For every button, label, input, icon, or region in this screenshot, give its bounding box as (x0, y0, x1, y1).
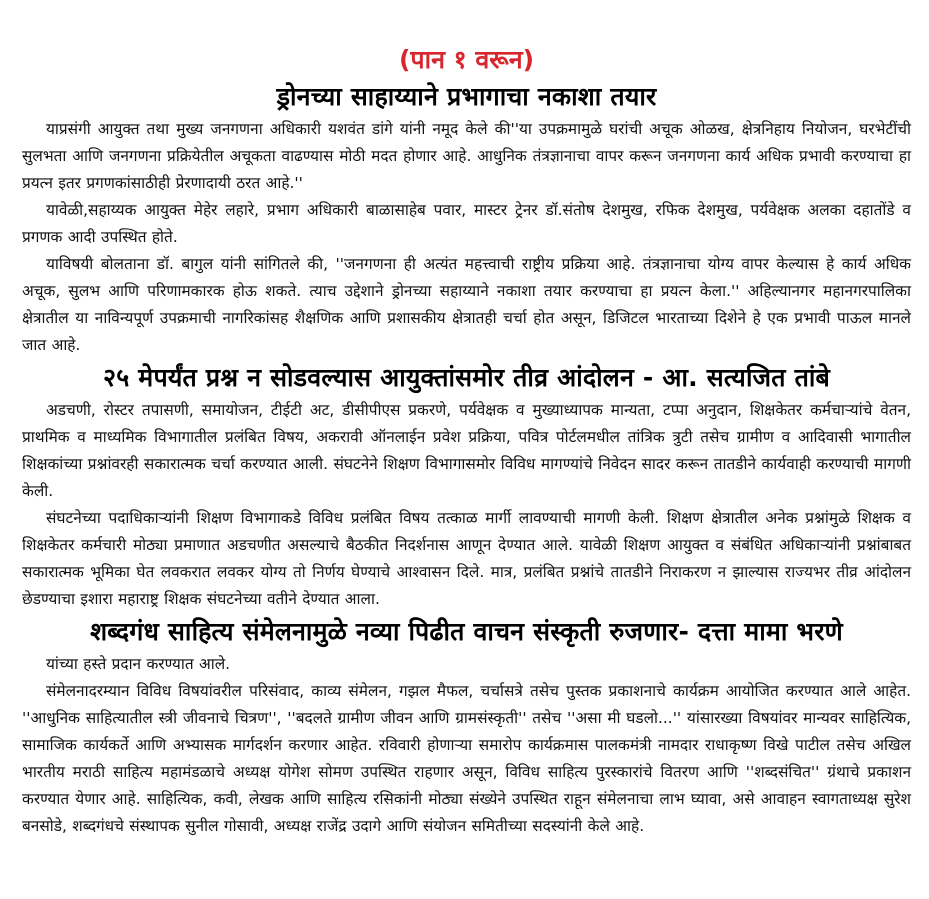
article-headline: शब्दगंध साहित्य संमेलनामुळे नव्या पिढीत वाचन संस्कृती रुजणार- दत्ता मामा भरणे (90, 617, 843, 646)
article-paragraph: संघटनेच्या पदाधिकाऱ्यांनी शिक्षण विभागाकडे विविध प्रलंबित विषय तत्काळ मार्गी लावण्याची मागणी केली. शिक्षण क्षेत्रातील अनेक प्रश्नांमुळे शिक्षक व शिक्षकेतर कर्मचारी मोठ्या प्रमाणात अडचणीत असल्याचे बैठकीत निदर्शनास आणून देण्यात आले. यावेळी शिक्षण आयुक्त व संबंधित अधिकाऱ्यांनी प्रश्नांबाबत सकारात्मक भूमिका घेत लवकरात लवकर योग्य तो निर्णय घेण्याचे आश्वासन दिले. मात्र, प्रलंबित प्रश्नांचे तातडीने निराकरण न झाल्यास राज्यभर तीव्र आंदोलन छेडण्याचा इशारा महाराष्ट्र शिक्षक संघटनेच्या वतीने देण्यात आला. (22, 509, 911, 608)
article-drone-map (22, 78, 911, 359)
article-paragraph: याप्रसंगी आयुक्त तथा मुख्य जनगणना अधिकारी यशवंत डांगे यांनी नमूद केले की''या उपक्रमामुळे घरांची अचूक ओळख, क्षेत्रनिहाय नियोजन, घरभेटींची सुलभता आणि जनगणना प्रक्रियेतील अचूकता वाढण्यास मोठी मदत होणार आहे. आधुनिक तंत्रज्ञानाचा वापर करून जनगणना कार्य अधिक प्रभावी करण्याचा हा प्रयत्न इतर प्रगणकांसाठीही प्रेरणादायी ठरत आहे.'' (22, 120, 911, 192)
article-headline: ड्रोनच्या साहाय्याने प्रभागाचा नकाशा तयार (276, 82, 657, 111)
article-headline: २५ मेपर्यंत प्रश्न न सोडवल्यास आयुक्तांसमोर तीव्र आंदोलन - आ. सत्यजित तांबे (103, 363, 830, 392)
article-paragraph: याविषयी बोलताना डॉ. बागुल यांनी सांगितले की, ''जनगणना ही अत्यंत महत्त्वाची राष्ट्रीय प्रक्रिया आहे. तंत्रज्ञानाचा योग्य वापर केल्यास हे कार्य अधिक अचूक, सुलभ आणि परिणामकारक होऊ शकते. त्याच उद्देशाने ड्रोनच्या सहाय्याने नकाशा तयार करण्याचा हा प्रयत्न केला.'' अहिल्यानगर महानगरपालिका क्षेत्रातील या नाविन्यपूर्ण उपक्रमाची नागरिकांसह शैक्षणिक आणि प्रशासकीय क्षेत्रातही चर्चा होत असून, डिजिटल भारताच्या दिशेने हे एक प्रभावी पाऊल मानले जात आहे. (22, 255, 911, 354)
article-teachers-protest (22, 359, 911, 613)
article-paragraph: यावेळी,सहाय्यक आयुक्त मेहेर लहारे, प्रभाग अधिकारी बाळासाहेब पवार, मास्टर ट्रेनर डॉ.संतोष देशमुख, रफिक देशमुख, पर्यवेक्षक अलका दहातोंडे व प्रगणक आदी उपस्थित होते. (22, 201, 911, 246)
article-paragraph: अडचणी, रोस्टर तपासणी, समायोजन, टीईटी अट, डीसीपीएस प्रकरणे, पर्यवेक्षक व मुख्याध्यापक मान्यता, टप्पा अनुदान, शिक्षकेतर कर्मचाऱ्यांचे वेतन, प्राथमिक व माध्यमिक विभागातील प्रलंबित विषय, अकरावी ऑनलाईन प्रवेश प्रक्रिया, पवित्र पोर्टलमधील तांत्रिक त्रुटी तसेच ग्रामीण व आदिवासी भागातील शिक्षकांच्या प्रश्नांवरही सकारात्मक चर्चा करण्यात आली. संघटनेने शिक्षण विभागासमोर विविध मागण्यांचे निवेदन सादर करून तातडीने कार्यवाही करण्याची मागणी केली. (22, 401, 911, 500)
continued-from-page-label: (पान १ वरून) (398, 45, 534, 74)
article-paragraph: संमेलनादरम्यान विविध विषयांवरील परिसंवाद, काव्य संमेलन, गझल मैफल, चर्चासत्रे तसेच पुस्तक प्रकाशनाचे कार्यक्रम आयोजित करण्यात आले आहेत. ''आधुनिक साहित्यातील स्त्री जीवनाचे चित्रण'', ''बदलते ग्रामीण जीवन आणि ग्रामसंस्कृती'' तसेच ''असा मी घडलो...'' यांसारख्या विषयांवर मान्यवर साहित्यिक, सामाजिक कार्यकर्ते आणि अभ्यासक मार्गदर्शन करणार आहेत. रविवारी होणाऱ्या समारोप कार्यक्रमास पालकमंत्री नामदार राधाकृष्ण विखे पाटील तसेच अखिल भारतीय मराठी साहित्य महामंडळाचे अध्यक्ष योगेश सोमण उपस्थित राहणार असून, विविध साहित्य पुरस्कारांचे वितरण आणि ''शब्दसंचित'' ग्रंथाचे प्रकाशन करण्यात येणार आहे. साहित्यिक, कवी, लेखक आणि साहित्य रसिकांनी मोठ्या संख्येने उपस्थित राहून संमेलनाचा लाभ घ्यावा, असे आवाहन स्वागताध्यक्ष सुरेश बनसोडे, शब्दगंधचे संस्थापक सुनील गोसावी, अध्यक्ष राजेंद्र उदागे आणि संयोजन समितीच्या सदस्यांनी केले आहे. (22, 682, 911, 835)
article-literary-conference (22, 613, 911, 840)
article-paragraph: यांच्या हस्ते प्रदान करण्यात आले. (46, 655, 231, 673)
